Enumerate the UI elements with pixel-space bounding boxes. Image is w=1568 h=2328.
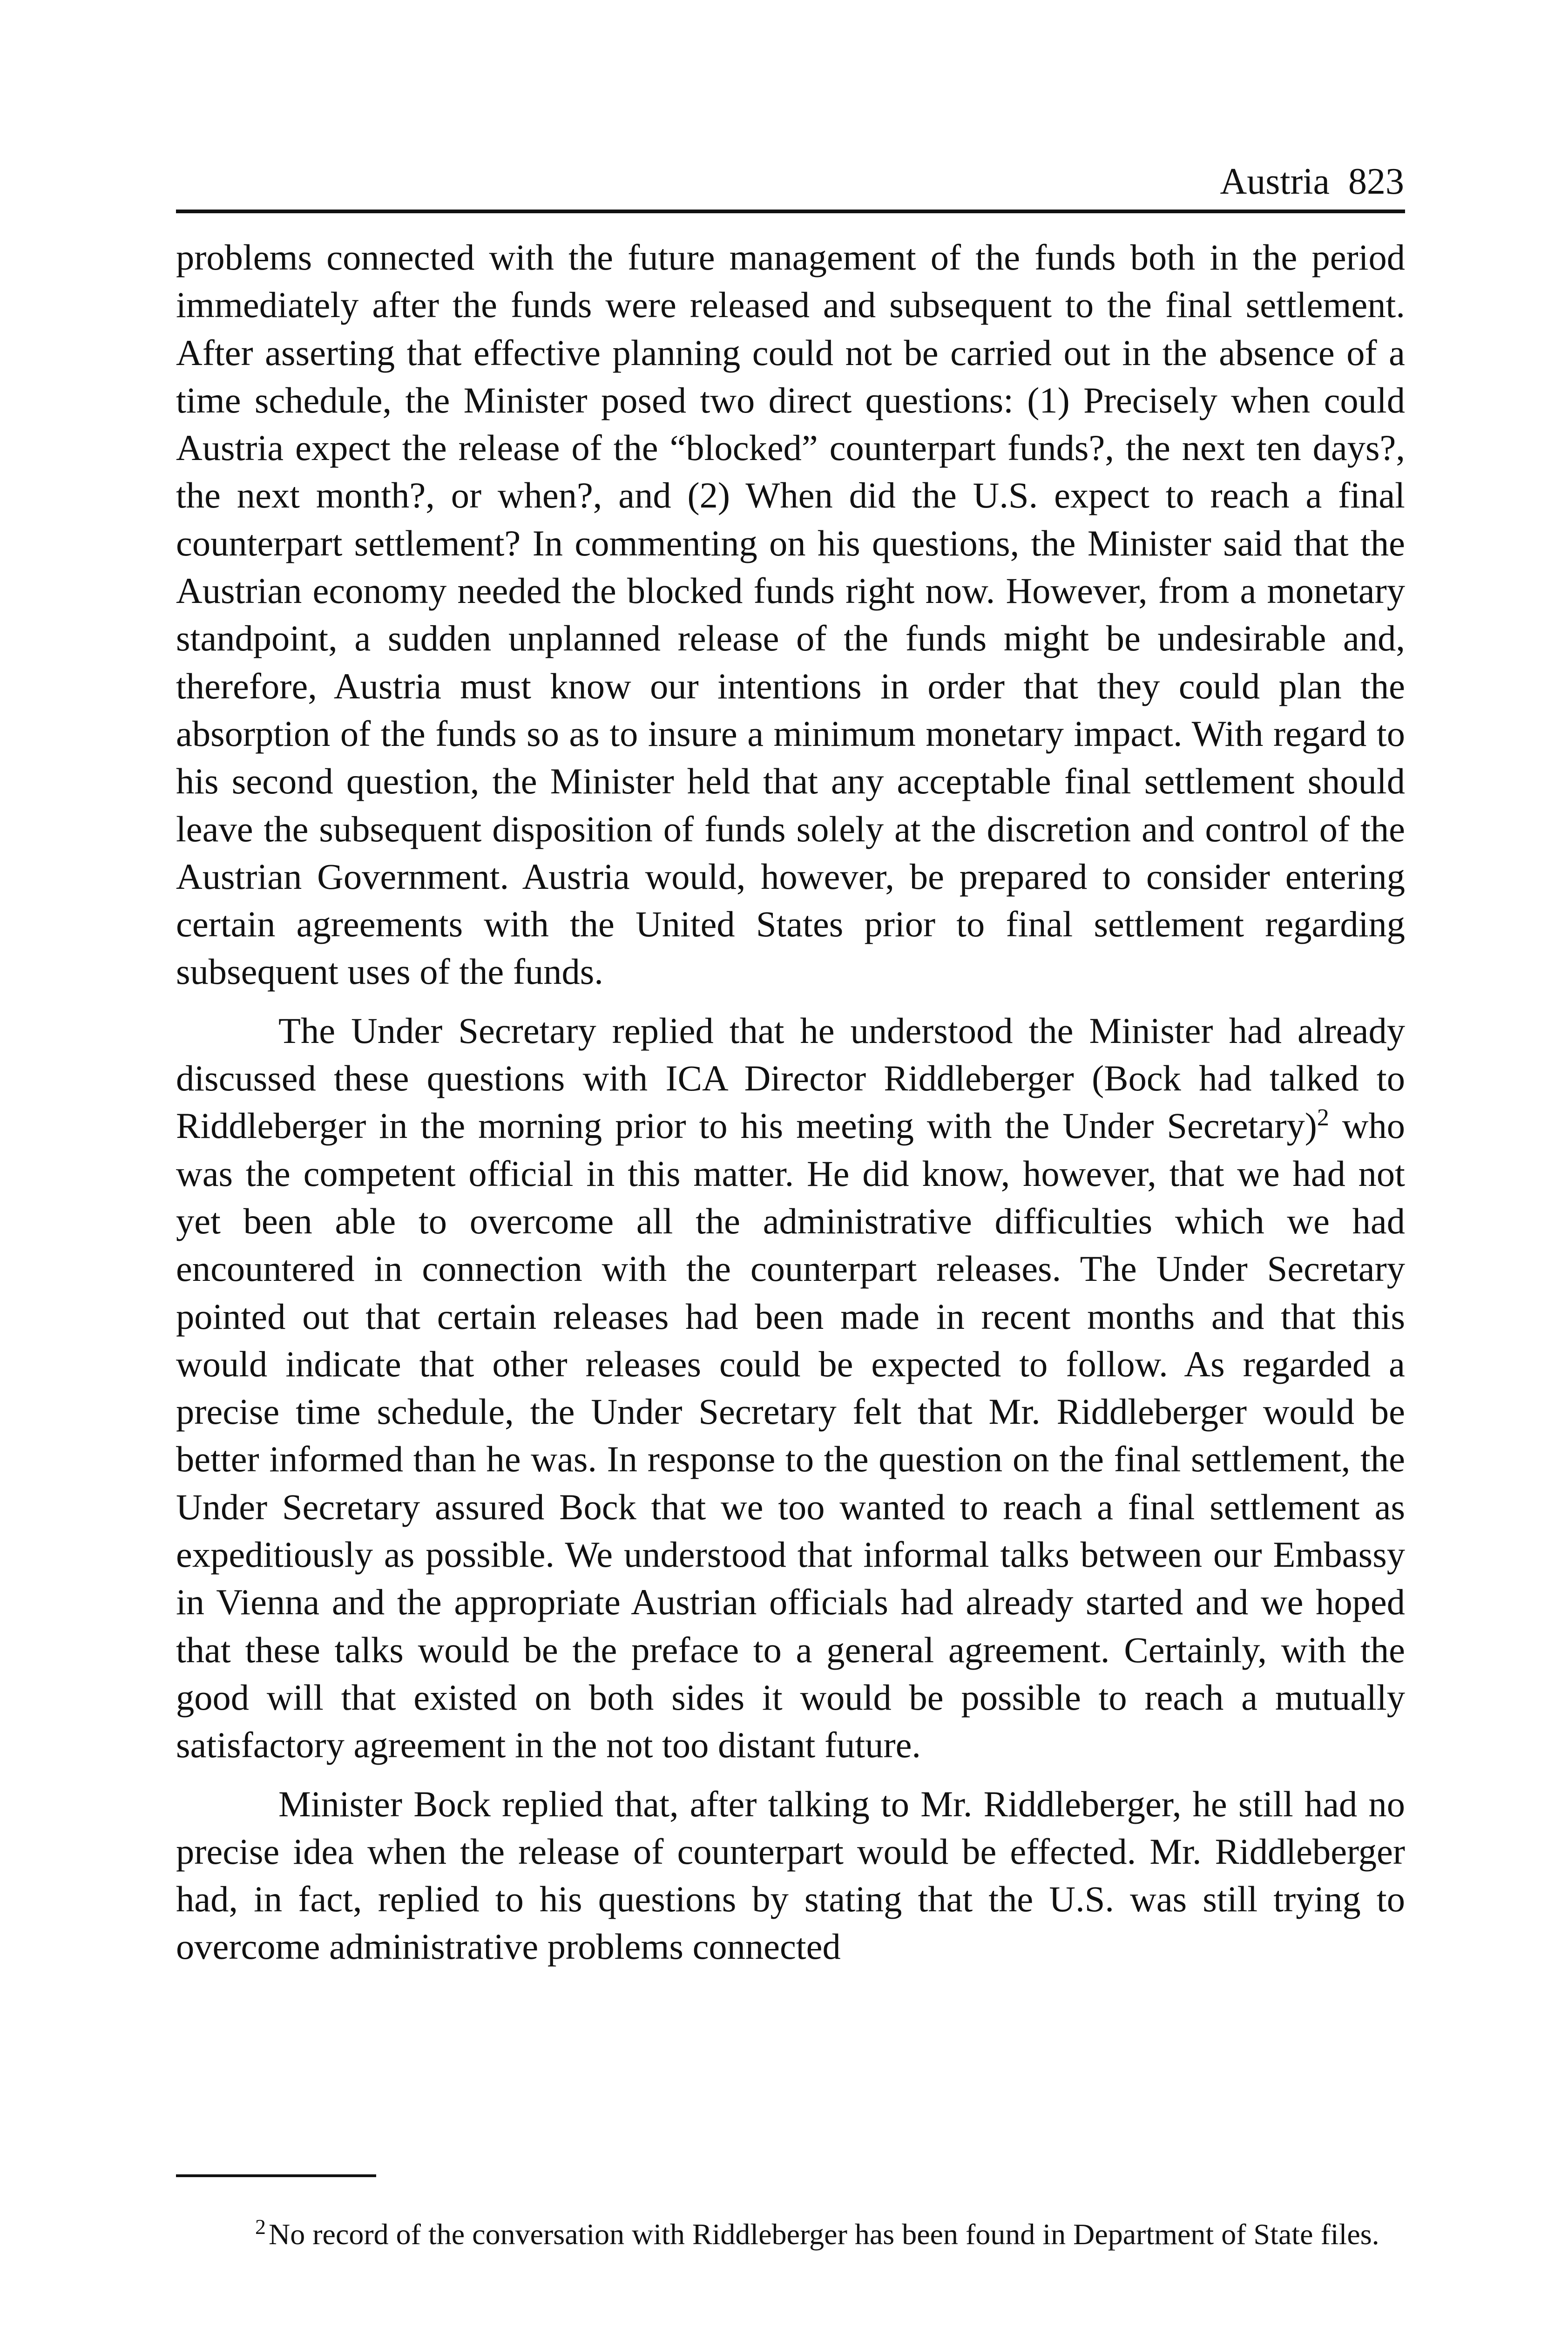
paragraph-2 — [176, 1007, 1405, 1769]
footnote-reference: 2 — [1317, 1104, 1329, 1131]
header-rule — [176, 210, 1405, 213]
main-text — [176, 234, 1405, 1971]
paragraph-2-after-note: who was the competent official in this matter. He did know, however, that we had not yet been able to overcome all the administrative difficulties which we had encountered in connection with the counterpart releases. The Under Secretary pointed out that certain releases had been made in recent months and that this would indicate that other releases could be expected to follow. As regarded a precise time schedule, the Under Secretary felt that Mr. Riddleberger would be better informed than he was. In response to the question on the final settlement, the Under Secretary assured Bock that we too wanted to reach a final settlement as expeditiously as possible. We understood that informal talks between our Embassy in Vienna and the appropriate Austrian officials had already started and we hoped that these talks would be the preface to a general agreement. Certainly, with the good will that existed on both sides it would be possible to reach a mutually satisfactory agreement in the not too distant future. — [176, 1105, 1405, 1766]
footnote — [176, 2214, 1405, 2255]
page-body — [176, 158, 1405, 1971]
footnote-marker: 2 — [255, 2214, 266, 2239]
paragraph-1: problems connected with the future management of the funds both in the period immediately after the funds were released and subsequent to the final settlement. After asserting that effective planning could not be carried out in the absence of a time schedule, the Minister posed two direct questions: (1) Precisely when could Austria expect the release of the “blocked” counterpart funds?, the next ten days?, the next month?, or when?, and (2) When did the U.S. expect to reach a final counterpart settlement? In commenting on his questions, the Minister said that the Austrian economy needed the blocked funds right now. However, from a monetary standpoint, a sudden unplanned release of the funds might be undesirable and, therefore, Austria must know our intentions in order that they could plan the absorption of the funds so as to insure a minimum monetary impact. With regard to his second question, the Minister held that any acceptable final settlement should leave the subsequent disposition of funds solely at the discretion and control of the Austrian Government. Austria would, however, be prepared to consider entering certain agreements with the United States prior to final settlement regarding subsequent uses of the funds. — [176, 237, 1405, 992]
running-head-title: Austria — [1220, 161, 1330, 202]
paragraph-3: Minister Bock replied that, after talking to Mr. Riddleberger, he still had no precise idea when the release of counterpart would be effected. Mr. Riddleberger had, in fact, replied to his questions by stating that the U.S. was still trying to overcome administrative problems connected — [176, 1783, 1405, 1967]
page-number: 823 — [1348, 161, 1404, 202]
running-head — [176, 158, 1405, 210]
footnote-rule — [176, 2174, 376, 2177]
paragraph-2-before-note: The Under Secretary replied that he understood the Minister had already discussed these questions with ICA Director Riddleberger (Bock had talked to Riddleberger in the morning prior to his meeting with the Under Secretary) — [176, 1010, 1405, 1146]
footnote-text: No record of the conversation with Riddleberger has been found in Department of State files. — [269, 2218, 1379, 2251]
